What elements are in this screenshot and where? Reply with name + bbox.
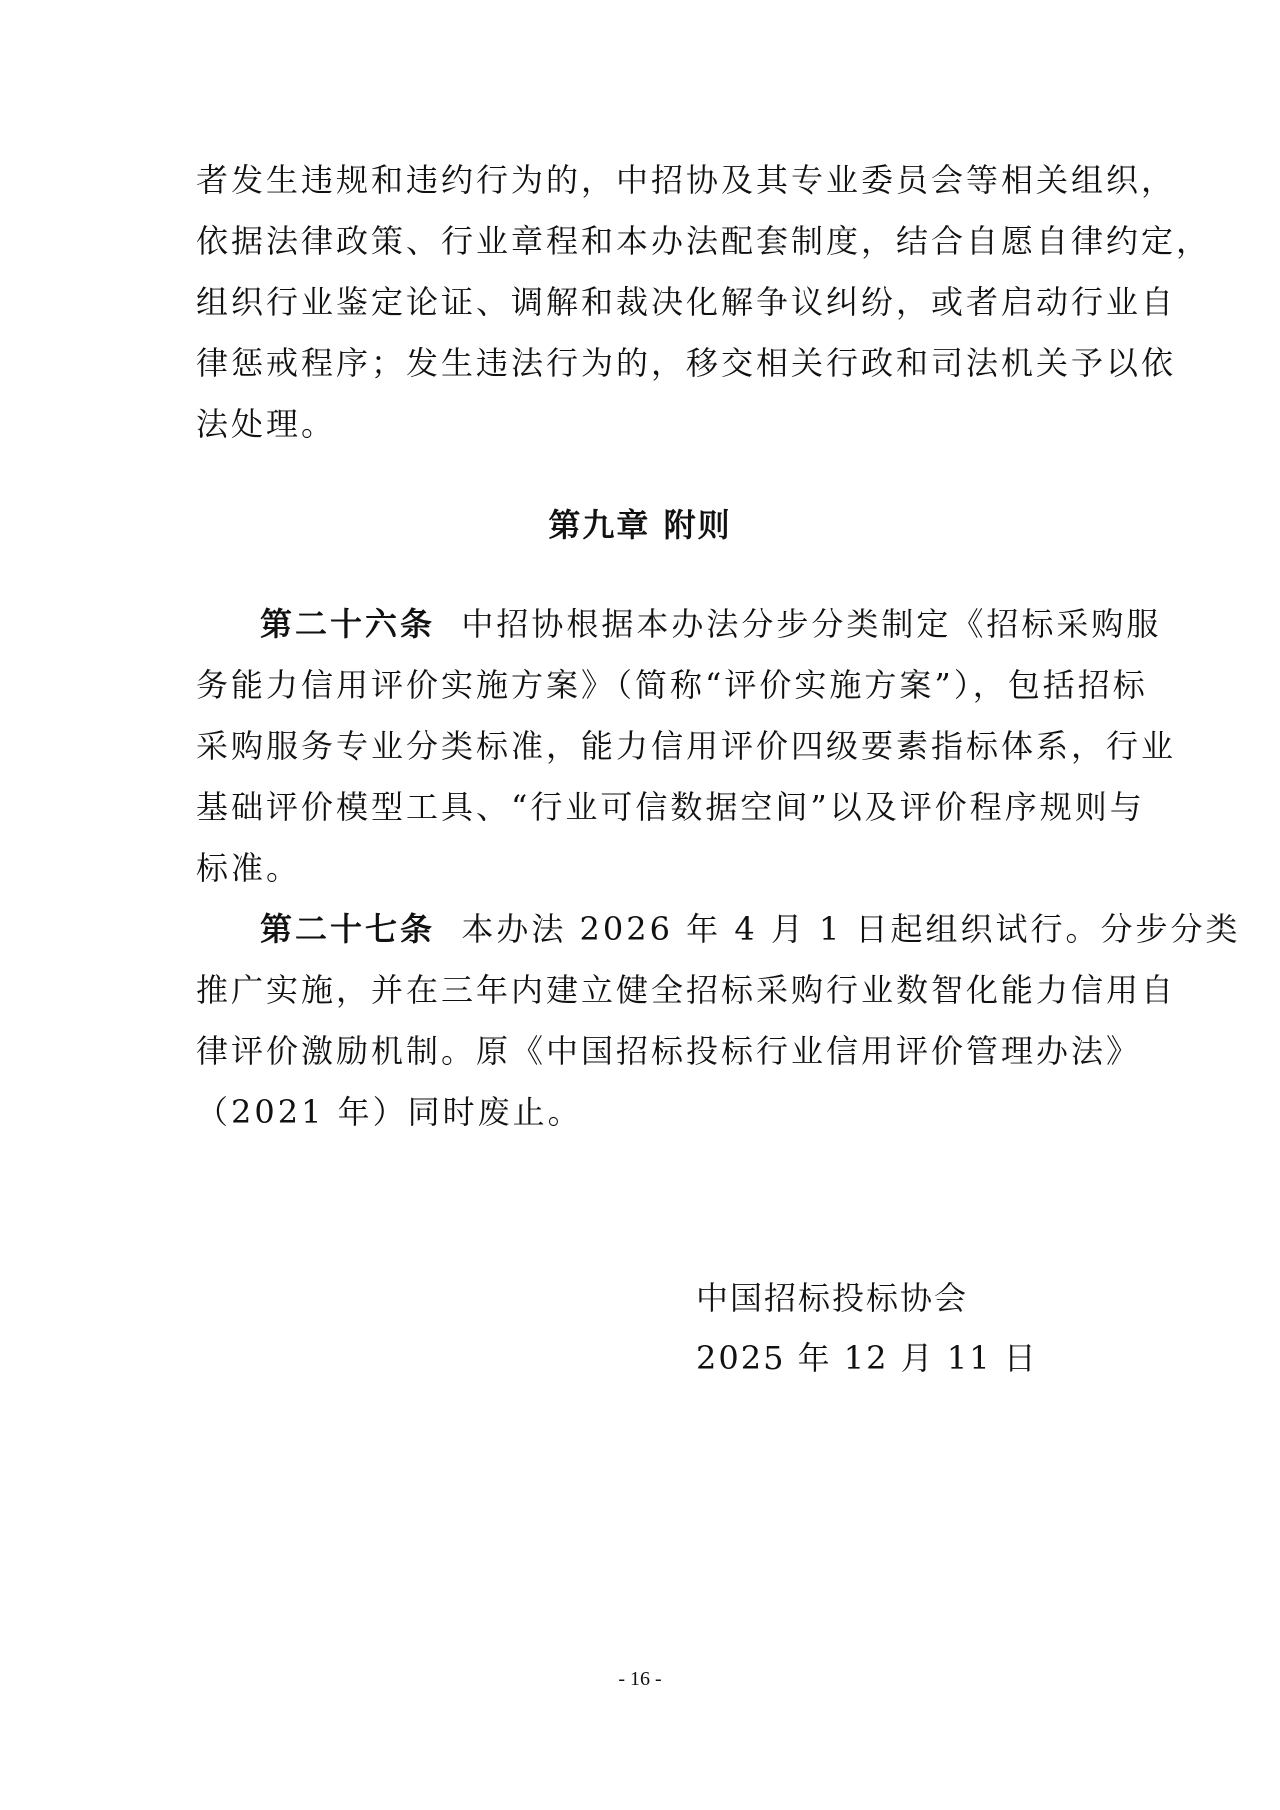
intro-line: 依据法律政策、行业章程和本办法配套制度，结合自愿自律约定， bbox=[196, 222, 1212, 260]
article-27-line: 律评价激励机制。原《中国招标投标行业信用评价管理办法》 bbox=[196, 1032, 1142, 1070]
article-26-line: 标准。 bbox=[196, 849, 302, 887]
article-27 bbox=[196, 899, 1241, 1143]
article-27-label: 第二十七条 bbox=[260, 910, 436, 948]
page-number: - 16 - bbox=[618, 1668, 662, 1690]
intro-line: 律惩戒程序；发生违法行为的，移交相关行政和司法机关予以依 bbox=[196, 344, 1177, 382]
intro-line: 者发生违规和违约行为的，中招协及其专业委员会等相关组织， bbox=[196, 161, 1177, 199]
article-27-line: 推广实施，并在三年内建立健全招标采购行业数智化能力信用自 bbox=[196, 971, 1177, 1009]
article-26-line: 中招协根据本办法分步分类制定《招标采购服 bbox=[461, 605, 1162, 643]
article-26-line: 基础评价模型工具、“行业可信数据空间”以及评价程序规则与 bbox=[196, 788, 1145, 826]
article-26-line: 务能力信用评价实施方案》（简称“评价实施方案”），包括招标 bbox=[196, 666, 1148, 704]
signature-date: 2025 年 12 月 11 日 bbox=[696, 1339, 1038, 1377]
article-27-line: （2021 年）同时废止。 bbox=[196, 1093, 583, 1131]
signature-organization: 中国招标投标协会 bbox=[696, 1279, 969, 1317]
intro-paragraph bbox=[196, 150, 1212, 455]
article-27-line: 本办法 2026 年 4 月 1 日起组织试行。分步分类 bbox=[461, 910, 1241, 948]
chapter-heading: 第九章 附则 bbox=[548, 506, 732, 544]
article-26-label: 第二十六条 bbox=[260, 605, 436, 643]
intro-line: 法处理。 bbox=[196, 405, 337, 443]
intro-line: 组织行业鉴定论证、调解和裁决化解争议纠纷，或者启动行业自 bbox=[196, 283, 1177, 321]
article-26-line: 采购服务专业分类标准，能力信用评价四级要素指标体系，行业 bbox=[196, 727, 1177, 765]
article-26 bbox=[196, 594, 1177, 899]
